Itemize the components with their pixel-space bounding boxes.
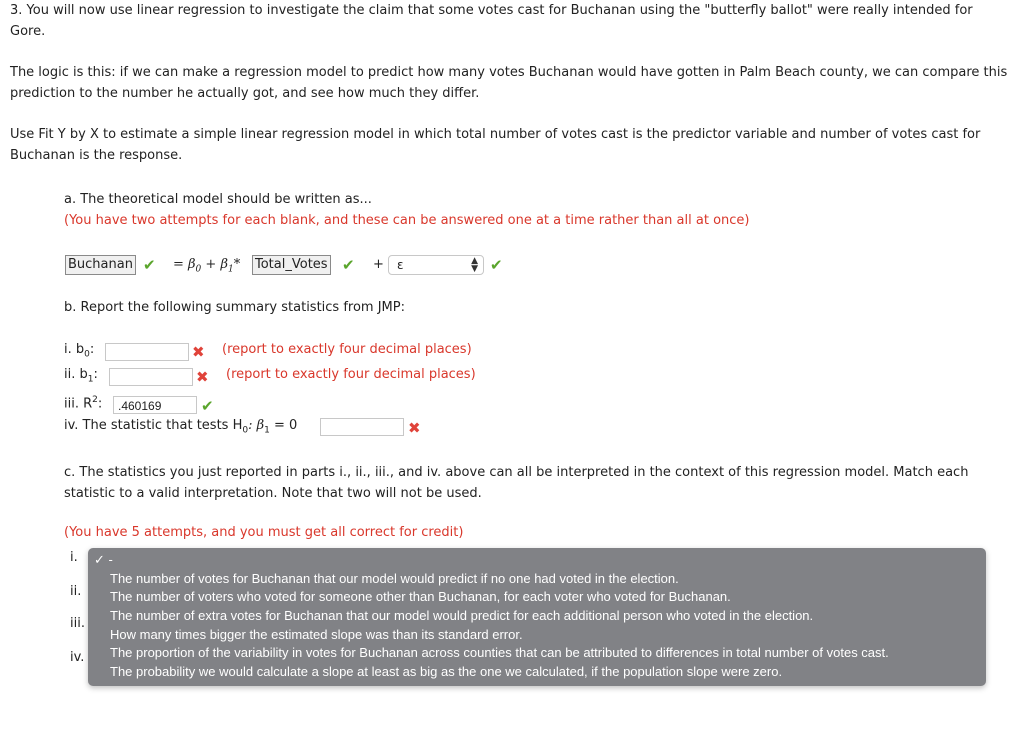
cross-icon: ✖ <box>196 368 209 386</box>
beta1-subscript: 1 <box>227 264 234 275</box>
part-b-heading: b. Report the following summary statistics from JMP: <box>64 300 405 315</box>
response-answer-box[interactable]: Buchanan <box>65 255 136 275</box>
dropdown-option[interactable]: How many times bigger the estimated slope was than its standard error. <box>110 627 523 642</box>
dropdown-option[interactable]: The number of extra votes for Buchanan that our model would predict for each additional person who voted in the election. <box>110 608 814 623</box>
check-icon: ✔ <box>143 256 156 274</box>
dropdown-option[interactable]: The number of voters who voted for someone other than Buchanan, for each voter who voted for Buchanan. <box>110 589 731 604</box>
part-c-text: c. The statistics you just reported in parts i., ii., iii., and iv. above can all be interpreted in the context of this regression model. Match each statistic to a valid interpretation. Note that two will not be used. <box>64 465 969 501</box>
plus-beta: + β <box>201 257 228 272</box>
part-a-note: (You have two attempts for each blank, and these can be answered one at a time rather than all at once) <box>64 213 750 228</box>
b1-input[interactable] <box>109 368 193 386</box>
intro-logic: The logic is this: if we can make a regression model to predict how many votes Buchanan would have gotten in Palm Beach county, we can compare this prediction to the number he actually got, and see how much they differ. <box>10 65 1008 101</box>
intro-question: 3. You will now use linear regression to investigate the claim that some votes cast for Buchanan using the "butterfly ballot" were really intended for Gore. <box>10 3 973 39</box>
part-a-heading: a. The theoretical model should be written as... <box>64 192 372 207</box>
plus-sign: + <box>373 257 384 272</box>
equals-beta: = β <box>173 257 196 272</box>
b0-input[interactable] <box>105 343 189 361</box>
match-label-iv: iv. <box>70 650 85 665</box>
model-equation <box>173 257 240 275</box>
match-label-i: i. <box>70 550 78 565</box>
check-icon: ✔ <box>201 397 214 415</box>
check-icon: ✔ <box>342 256 355 274</box>
dropdown-option[interactable]: The probability we would calculate a slope at least as big as the one we calculated, if the population slope were zero. <box>110 664 783 679</box>
intro-instructions: Use Fit Y by X to estimate a simple linear regression model in which total number of votes cast is the predictor variable and number of votes cast for Buchanan is the response. <box>10 127 981 163</box>
part-c-note: (You have 5 attempts, and you must get all correct for credit) <box>64 525 464 540</box>
test-statistic-input[interactable] <box>320 418 404 436</box>
r-squared-label: iii. $R^2$: <box>64 395 103 412</box>
beta0-subscript: 0 <box>195 264 202 275</box>
b1-hint: (report to exactly four decimal places) <box>226 367 476 382</box>
times-sign: * <box>233 257 241 272</box>
error-term-select[interactable] <box>388 255 484 275</box>
error-select-value: ε <box>397 258 404 272</box>
cross-icon: ✖ <box>408 419 421 437</box>
match-label-iii: iii. <box>70 616 85 631</box>
check-icon: ✔ <box>490 256 503 274</box>
updown-arrows-icon: ▲ ▼ <box>471 256 478 274</box>
dropdown-option[interactable]: The number of votes for Buchanan that our model would predict if no one had voted in the election. <box>110 571 679 586</box>
r-squared-input[interactable]: .460169 <box>113 396 197 414</box>
predictor-answer-box[interactable]: Total_Votes <box>252 255 331 275</box>
test-statistic-label: iv. The statistic that tests $H_0$: $\beta_1 = 0$ <box>64 418 298 436</box>
dropdown-option[interactable]: The proportion of the variability in votes for Buchanan across counties that can be attributed to differences in total number of votes cast. <box>110 645 889 660</box>
cross-icon: ✖ <box>192 343 205 361</box>
b1-label: ii. $b_1$: <box>64 367 98 385</box>
selected-option[interactable]: ✓ - <box>94 552 113 567</box>
b0-label: i. $b_0$: <box>64 342 95 360</box>
match-label-ii: ii. <box>70 584 82 599</box>
b0-hint: (report to exactly four decimal places) <box>222 342 472 357</box>
interpretation-dropdown-menu[interactable] <box>88 548 986 686</box>
